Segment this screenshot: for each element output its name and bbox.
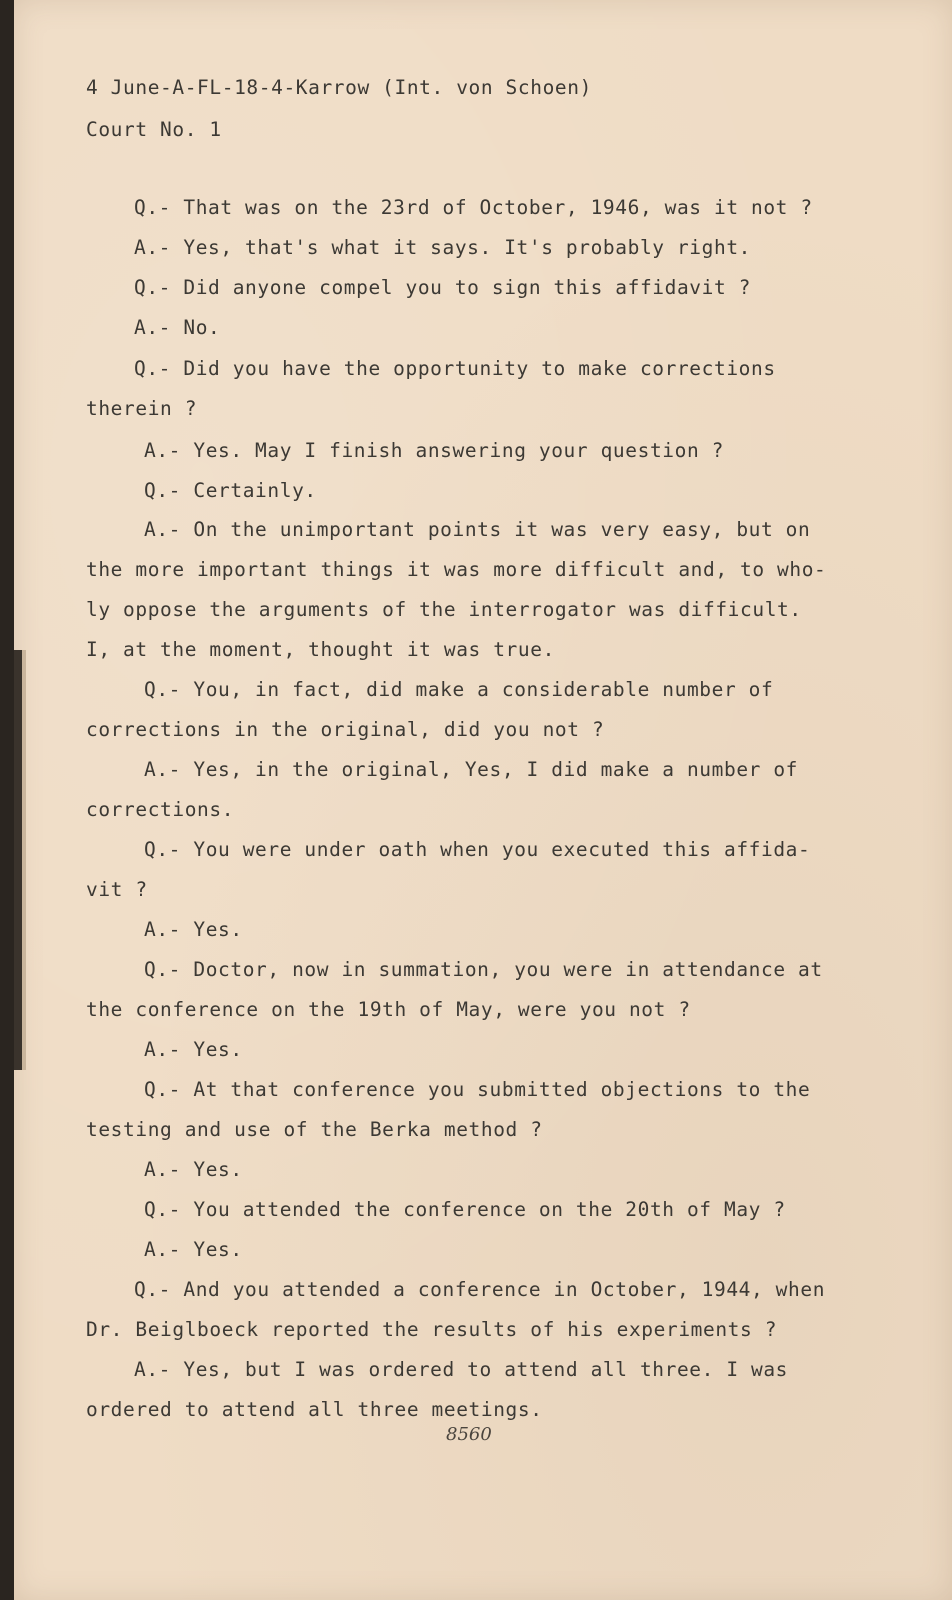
transcript-line: Q.- At that conference you submitted objections to the bbox=[144, 1078, 811, 1101]
page-number: 8560 bbox=[446, 1424, 492, 1445]
transcript-line: A.- Yes, in the original, Yes, I did make a number of bbox=[144, 758, 799, 781]
torn-edge bbox=[14, 650, 40, 1070]
document-page bbox=[14, 0, 952, 1600]
transcript-line: testing and use of the Berka method ? bbox=[86, 1118, 543, 1141]
transcript-line: A.- No. bbox=[134, 316, 221, 339]
transcript-line: therein ? bbox=[86, 397, 198, 420]
transcript-line: A.- Yes. bbox=[144, 1038, 243, 1061]
transcript-line: corrections in the original, did you not ? bbox=[86, 718, 605, 741]
transcript-line: A.- Yes. bbox=[144, 918, 243, 941]
transcript-line: Q.- You were under oath when you executed this affida- bbox=[144, 838, 811, 861]
transcript-line: ordered to attend all three meetings. bbox=[86, 1398, 543, 1421]
transcript-line: Q.- That was on the 23rd of October, 1946, was it not ? bbox=[134, 196, 813, 219]
transcript-line: A.- Yes. May I finish answering your question ? bbox=[144, 439, 724, 462]
transcript-line: vit ? bbox=[86, 878, 148, 901]
transcript-line: the conference on the 19th of May, were you not ? bbox=[86, 998, 691, 1021]
transcript-line: Q.- You, in fact, did make a considerable number of bbox=[144, 678, 774, 701]
transcript-line: Q.- And you attended a conference in October, 1944, when bbox=[134, 1278, 826, 1301]
transcript-line: the more important things it was more difficult and, to who- bbox=[86, 558, 827, 581]
transcript-line: Q.- Doctor, now in summation, you were in attendance at bbox=[144, 958, 823, 981]
transcript-line: Q.- Did anyone compel you to sign this affidavit ? bbox=[134, 276, 751, 299]
transcript-line: A.- Yes, that's what it says. It's probably right. bbox=[134, 236, 751, 259]
header-line-1: 4 June-A-FL-18-4-Karrow (Int. von Schoen) bbox=[86, 76, 592, 99]
transcript-line: corrections. bbox=[86, 798, 235, 821]
transcript-line: ly oppose the arguments of the interrogator was difficult. bbox=[86, 598, 802, 621]
transcript-line: I, at the moment, thought it was true. bbox=[86, 638, 555, 661]
transcript-line: Dr. Beiglboeck reported the results of his experiments ? bbox=[86, 1318, 778, 1341]
transcript-line: Q.- Certainly. bbox=[144, 479, 317, 502]
transcript-line: A.- On the unimportant points it was very easy, but on bbox=[144, 518, 811, 541]
transcript-line: A.- Yes. bbox=[144, 1158, 243, 1181]
transcript-line: Q.- Did you have the opportunity to make corrections bbox=[134, 357, 776, 380]
transcript-line: Q.- You attended the conference on the 20th of May ? bbox=[144, 1198, 786, 1221]
header-line-2: Court No. 1 bbox=[86, 118, 222, 141]
transcript-line: A.- Yes, but I was ordered to attend all three. I was bbox=[134, 1358, 789, 1381]
transcript-line: A.- Yes. bbox=[144, 1238, 243, 1261]
